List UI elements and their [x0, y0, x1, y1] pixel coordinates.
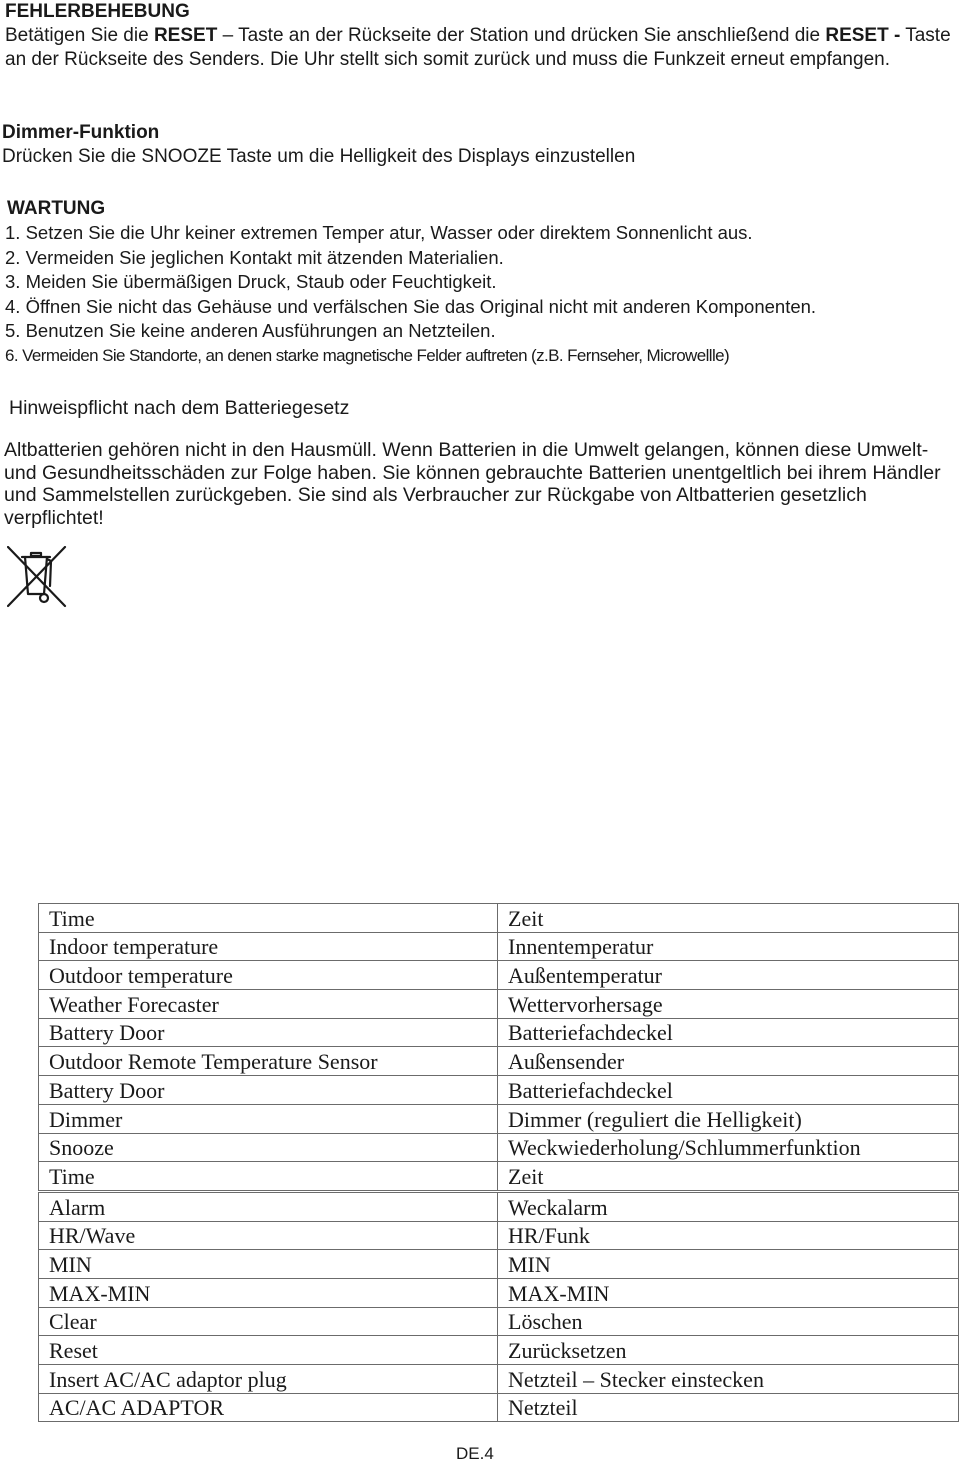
table-row [39, 1047, 959, 1076]
english-term: Dimmer [39, 1104, 498, 1133]
maintenance-section [5, 197, 954, 368]
battery-law-heading: Hinweispflicht nach dem Batteriegesetz [9, 397, 350, 419]
table-row [39, 1133, 959, 1162]
english-term: Alarm [39, 1191, 498, 1221]
german-term: Zeit [498, 904, 959, 933]
terminology-table [38, 903, 959, 1422]
maintenance-item: 2. Vermeiden Sie jeglichen Kontakt mit ätzenden Materialien. [5, 246, 504, 268]
troubleshooting-heading: FEHLERBEHEBUNG [5, 1, 190, 22]
table-row [39, 1250, 959, 1279]
english-term: Outdoor Remote Temperature Sensor [39, 1047, 498, 1076]
table-row [39, 932, 959, 961]
german-term: MAX-MIN [498, 1278, 959, 1307]
dimmer-section [2, 121, 954, 169]
german-term: HR/Funk [498, 1221, 959, 1250]
table-row [39, 1336, 959, 1365]
reset-keyword: RESET [153, 25, 218, 46]
german-term: Netzteil – Stecker einstecken [498, 1365, 959, 1394]
english-term: Indoor temperature [39, 932, 498, 961]
english-term: Reset [39, 1336, 498, 1365]
german-term: Batteriefachdeckel [498, 1076, 959, 1105]
english-term: Time [39, 1162, 498, 1192]
table-row [39, 1365, 959, 1394]
english-term: Weather Forecaster [39, 990, 498, 1019]
maintenance-item: 6. Vermeiden Sie Standorte, an denen starke magnetische Felder auftreten (z.B. Fernseher, Microwellle) [5, 345, 730, 365]
table-row [39, 1221, 959, 1250]
maintenance-list [5, 221, 954, 368]
maintenance-item: 5. Benutzen Sie keine anderen Ausführungen an Netzteilen. [5, 320, 496, 341]
english-term: AC/AC ADAPTOR [39, 1393, 498, 1422]
table-row [39, 1307, 959, 1336]
table-row [39, 1162, 959, 1192]
table-row [39, 1191, 959, 1221]
dimmer-heading: Dimmer-Funktion [2, 122, 160, 143]
german-term: Außentemperatur [498, 961, 959, 990]
maintenance-item: 4. Öffnen Sie nicht das Gehäuse und verfälschen Sie das Original nicht mit anderen Komponenten. [5, 295, 817, 317]
english-term: MAX-MIN [39, 1278, 498, 1307]
english-term: MIN [39, 1250, 498, 1279]
english-term: Clear [39, 1307, 498, 1336]
english-term: Insert AC/AC adaptor plug [39, 1365, 498, 1394]
table-row [39, 961, 959, 990]
german-term: Dimmer (reguliert die Helligkeit) [498, 1104, 959, 1133]
german-term: Außensender [498, 1047, 959, 1076]
table-row [39, 1104, 959, 1133]
maintenance-item: 3. Meiden Sie übermäßigen Druck, Staub oder Feuchtigkeit. [5, 271, 497, 292]
page-number: DE.4 [456, 1444, 494, 1463]
table-row [39, 1393, 959, 1422]
table-row [39, 990, 959, 1019]
troubleshooting-text: Betätigen Sie die RESET – Taste an der Rückseite der Station und drücken Sie anschließend die RESET - Taste an der Rückseite des Senders. Die Uhr stellt sich somit zurück und muss die Funkzeit erneut empfangen. [5, 25, 951, 70]
german-term: Batteriefachdeckel [498, 1018, 959, 1047]
battery-law-text: Altbatterien gehören nicht in den Hausmüll. Wenn Batterien in die Umwelt gelangen, können diese Umwelt- und Gesundheitsschäden zur Folge haben. Sie können gebrauchte Batterien unentgeltlich bei ihrem Händler und Sammelstellen zurückgeben. Sie sind als Verbraucher zur Rückgabe von Altbatterien gesetzlich verpflichtet! [4, 439, 941, 529]
reset-keyword: RESET - [825, 25, 901, 46]
english-term: Battery Door [39, 1018, 498, 1047]
german-term: Innentemperatur [498, 932, 959, 961]
german-term: MIN [498, 1250, 959, 1279]
table-row [39, 1018, 959, 1047]
german-term: Wettervorhersage [498, 990, 959, 1019]
english-term: Snooze [39, 1133, 498, 1162]
troubleshooting-section [5, 0, 954, 72]
maintenance-item: 1. Setzen Sie die Uhr keiner extremen Temper atur, Wasser oder direktem Sonnenlicht aus. [5, 222, 753, 243]
german-term: Zurücksetzen [498, 1336, 959, 1365]
table-row [39, 1278, 959, 1307]
english-term: HR/Wave [39, 1221, 498, 1250]
table-row [39, 904, 959, 933]
german-term: Netzteil [498, 1393, 959, 1422]
german-term: Löschen [498, 1307, 959, 1336]
german-term: Zeit [498, 1162, 959, 1192]
english-term: Outdoor temperature [39, 961, 498, 990]
crossed-out-wheelie-bin-icon [7, 546, 67, 608]
english-term: Battery Door [39, 1076, 498, 1105]
german-term: Weckalarm [498, 1191, 959, 1221]
english-term: Time [39, 904, 498, 933]
table-row [39, 1076, 959, 1105]
maintenance-heading: WARTUNG [7, 198, 106, 219]
german-term: Weckwiederholung/Schlummerfunktion [498, 1133, 959, 1162]
dimmer-text: Drücken Sie die SNOOZE Taste um die Helligkeit des Displays einzustellen [2, 146, 636, 167]
